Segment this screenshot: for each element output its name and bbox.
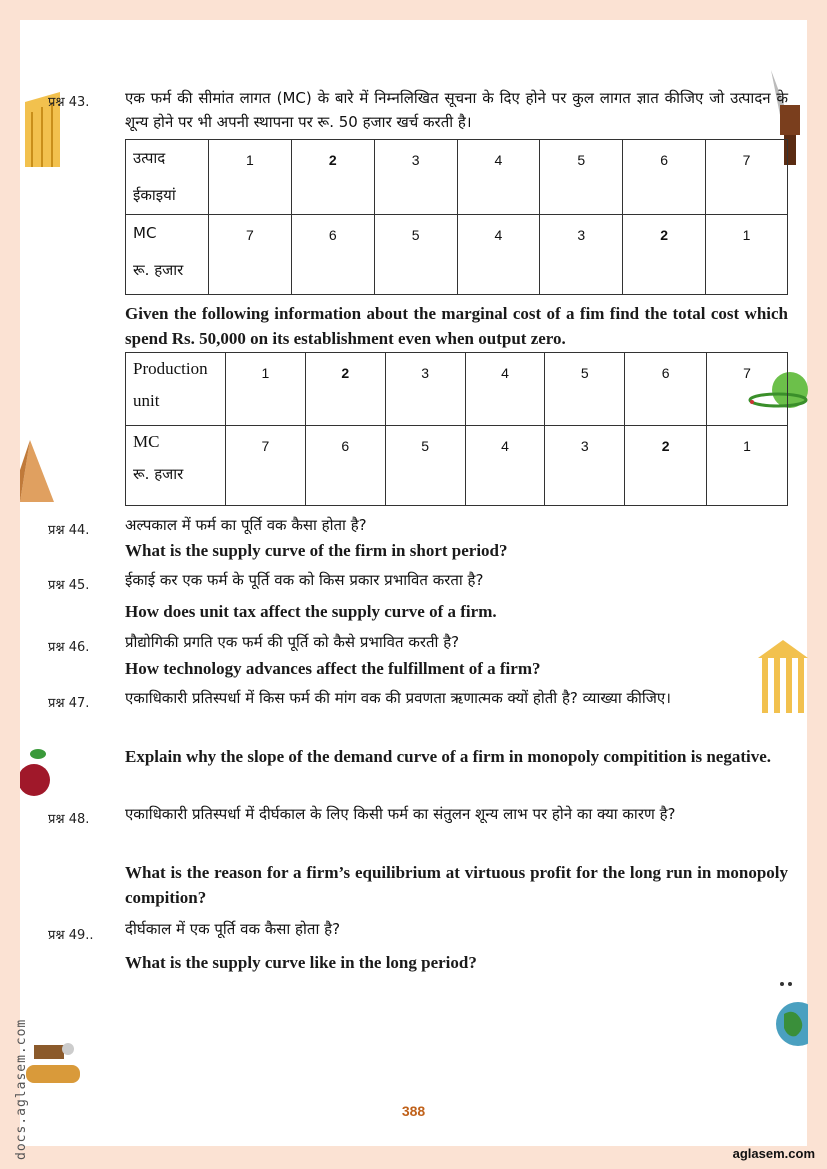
- table-cell: 4: [457, 140, 540, 215]
- question-48-hindi: एकाधिकारी प्रतिस्पर्धा में दीर्घकाल के लिए किसी फर्म का संतुलन शून्य लाभ पर होने का क्या कारण है?: [125, 805, 676, 823]
- table-cell: 6: [625, 353, 707, 426]
- table-cell: 2: [625, 426, 707, 506]
- table-cell: 4: [465, 426, 545, 506]
- question-44-label: प्रश्न 44.: [48, 523, 90, 538]
- question-48-english: What is the reason for a firm’s equilibrium at virtuous profit for the long run in monopoly compition?: [125, 863, 788, 907]
- table-cell: 7: [707, 353, 788, 426]
- question-43-hindi: एक फर्म की सीमांत लागत (MC) के बारे में निम्नलिखित सूचना के दिए होने पर कुल लागत ज्ञात कीजिए जो उत्पादन के शून्य होने पर भी अपनी स्थापना पर रू. 50 हजार खर्च करती है।: [125, 89, 788, 131]
- table-cell: 5: [374, 215, 457, 295]
- table-cell: 5: [385, 426, 465, 506]
- table-cell: 7: [208, 215, 291, 295]
- table-row-label-mc: MC रू. हजार: [126, 215, 209, 295]
- question-45-hindi: ईकाई कर एक फर्म के पूर्ति वक को किस प्रकार प्रभावित करता है?: [125, 571, 484, 589]
- table-row-label-units: Production unit: [126, 353, 226, 426]
- table-cell: 2: [291, 140, 374, 215]
- table-cell: 6: [623, 140, 706, 215]
- question-46-english: How technology advances affect the fulfillment of a firm?: [125, 659, 541, 678]
- table-cell: 3: [540, 215, 623, 295]
- telescope-clipart-icon: [22, 1035, 82, 1090]
- table-cell: 3: [374, 140, 457, 215]
- table-cell: 4: [465, 353, 545, 426]
- question-47-english: Explain why the slope of the demand curve of a firm in monopoly compitition is negative.: [125, 747, 772, 766]
- question-49-hindi: दीर्घकाल में एक पूर्ति वक कैसा होता है?: [125, 920, 341, 938]
- table-row-label-mc: MC रू. हजार: [126, 426, 226, 506]
- table-cell: 1: [208, 140, 291, 215]
- question-49-english: What is the supply curve like in the long period?: [125, 953, 477, 972]
- table-cell: 4: [457, 215, 540, 295]
- table-cell: 3: [385, 353, 465, 426]
- page-number: 388: [401, 1103, 426, 1119]
- question-47-label: प्रश्न 47.: [48, 696, 90, 711]
- question-46-label: प्रश्न 46.: [48, 640, 90, 655]
- table-cell: 5: [540, 140, 623, 215]
- question-43-english: Given the following information about the marginal cost of a fim find the total cost which spend Rs. 50,000 on its establishment even when output zero.: [125, 304, 788, 348]
- table-cell: 5: [545, 353, 625, 426]
- table-cell: 6: [291, 215, 374, 295]
- apple-clipart-icon: [20, 740, 52, 810]
- question-47-hindi: एकाधिकारी प्रतिस्पर्धा में किस फर्म की मांग वक की प्रवणता ऋणात्मक क्यों होती है? व्याख्या कीजिए।: [125, 689, 671, 707]
- table-cell: 2: [305, 353, 385, 426]
- question-44-english: What is the supply curve of the firm in short period?: [125, 541, 508, 560]
- side-watermark: docs.aglasem.com: [14, 1018, 29, 1160]
- question-45-label: प्रश्न 45.: [48, 578, 90, 593]
- table-cell: 1: [225, 353, 305, 426]
- table-cell: 7: [706, 140, 788, 215]
- mc-table-english: [125, 352, 788, 506]
- table-cell: 7: [225, 426, 305, 506]
- question-48-label: प्रश्न 48.: [48, 812, 90, 827]
- question-45-english: How does unit tax affect the supply curve of a firm.: [125, 602, 497, 621]
- question-49-label: प्रश्न 49..: [48, 928, 94, 943]
- mc-table-hindi: [125, 139, 788, 295]
- table-cell: 3: [545, 426, 625, 506]
- globe-clipart-icon: [774, 978, 808, 1053]
- table-cell: 1: [706, 215, 788, 295]
- table-cell: 6: [305, 426, 385, 506]
- question-44-hindi: अल्पकाल में फर्म का पूर्ति वक कैसा होता है?: [125, 516, 367, 534]
- table-row-label-units: उत्पाद ईकाइयां: [126, 140, 209, 215]
- pyramid-clipart-icon: [20, 440, 55, 502]
- table-cell: 2: [623, 215, 706, 295]
- footer-site[interactable]: aglasem.com: [732, 1146, 815, 1161]
- question-46-hindi: प्रौद्योगिकी प्रगति एक फर्म की पूर्ति को कैसे प्रभावित करती है?: [125, 633, 460, 651]
- question-43-label: प्रश्न 43.: [48, 95, 90, 110]
- table-cell: 1: [707, 426, 788, 506]
